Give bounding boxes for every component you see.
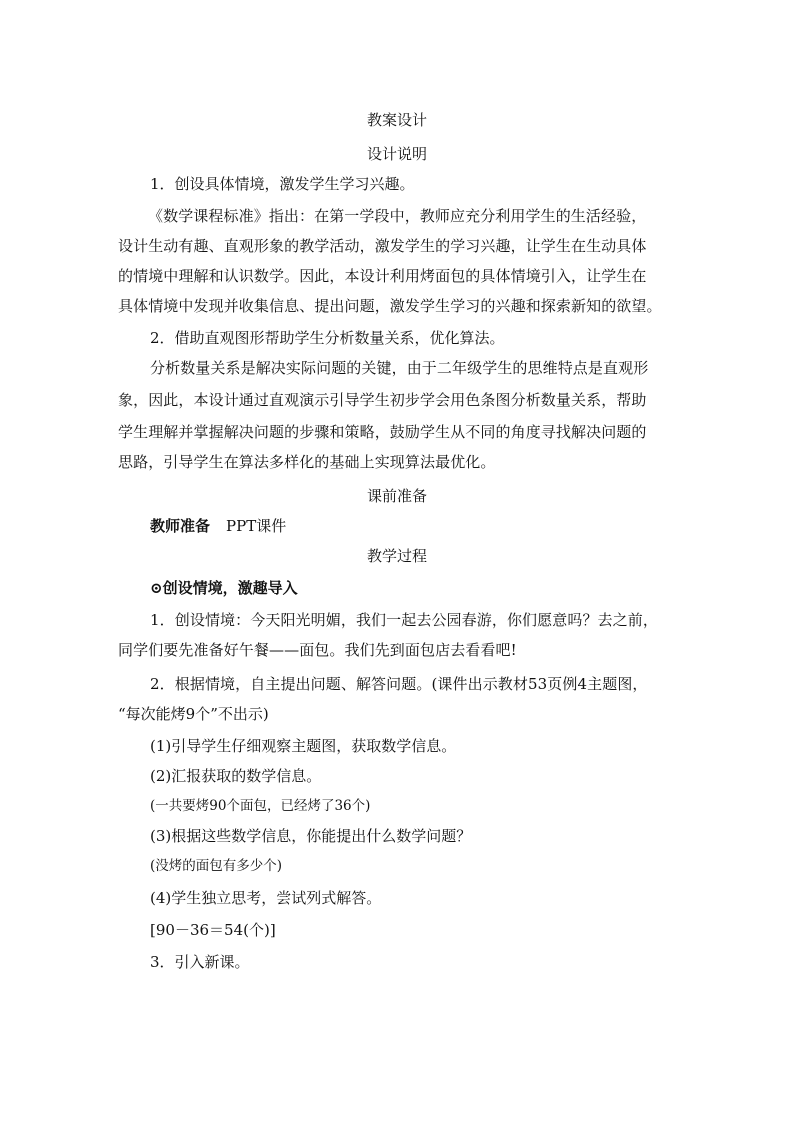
paragraph-line: 分析数量关系是解决实际问题的关键，由于二年级学生的思维特点是直观形 bbox=[150, 359, 649, 377]
substep-1: (1)引导学生仔细观察主题图，获取数学信息。 bbox=[150, 737, 457, 755]
section-title: ⊙创设情境，激趣导入 bbox=[150, 579, 298, 597]
paragraph-line: 设计生动有趣、直观形象的教学活动，激发学生的学习兴趣，让学生在生动具体 bbox=[118, 237, 647, 255]
process-heading: 教学过程 bbox=[366, 547, 427, 565]
substep-3: (3)根据这些数学信息，你能提出什么数学问题？ bbox=[150, 827, 472, 845]
design-heading: 设计说明 bbox=[366, 145, 427, 163]
prep-row bbox=[150, 516, 286, 536]
paragraph-line: 学生理解并掌握解决问题的步骤和策略，鼓励学生从不同的角度寻找解决问题的 bbox=[118, 423, 647, 441]
step-1-line: 1．创设情境：今天阳光明媚，我们一起去公园春游，你们愿意吗？去之前， bbox=[150, 611, 658, 629]
step-1-line: 同学们要先准备好午餐——面包。我们先到面包店去看看吧! bbox=[118, 641, 517, 659]
substep-3-answer: (没烤的面包有多少个) bbox=[150, 858, 283, 874]
substep-2-answer: (一共要烤90个面包，已经烤了36个) bbox=[150, 798, 371, 814]
prep-label: 教师准备 bbox=[150, 517, 211, 535]
step-2-line: “每次能烤9个”不出示) bbox=[118, 705, 269, 723]
paragraph-line: 具体情境中发现并收集信息、提出问题，激发学生学习的兴趣和探索新知的欲望。 bbox=[118, 297, 662, 315]
substep-2: (2)汇报获取的数学信息。 bbox=[150, 767, 322, 785]
step-2-line: 2．根据情境，自主提出问题、解答问题。(课件出示教材53页例4主题图， bbox=[150, 675, 648, 693]
prep-value: PPT课件 bbox=[226, 517, 287, 535]
step-3: 3．引入新课。 bbox=[150, 953, 250, 971]
paragraph-line: 的情境中理解和认识数学。因此，本设计利用烤面包的具体情境引入，让学生在 bbox=[118, 267, 647, 285]
paragraph-line: 《数学课程标准》指出：在第一学段中，教师应充分利用学生的生活经验， bbox=[148, 207, 647, 225]
substep-4-answer: [90－36＝54(个)] bbox=[150, 921, 276, 939]
paragraph-line: 象，因此，本设计通过直观演示引导学生初步学会用色条图分析数量关系，帮助 bbox=[118, 391, 647, 409]
prep-heading: 课前准备 bbox=[366, 487, 427, 505]
substep-4: (4)学生独立思考，尝试列式解答。 bbox=[150, 889, 382, 907]
design-point-2: 2．借助直观图形帮助学生分析数量关系，优化算法。 bbox=[150, 329, 505, 347]
paragraph-line: 思路，引导学生在算法多样化的基础上实现算法最优化。 bbox=[118, 453, 496, 471]
design-point-1: 1．创设具体情境，激发学生学习兴趣。 bbox=[150, 175, 415, 193]
document-title: 教案设计 bbox=[366, 111, 427, 129]
